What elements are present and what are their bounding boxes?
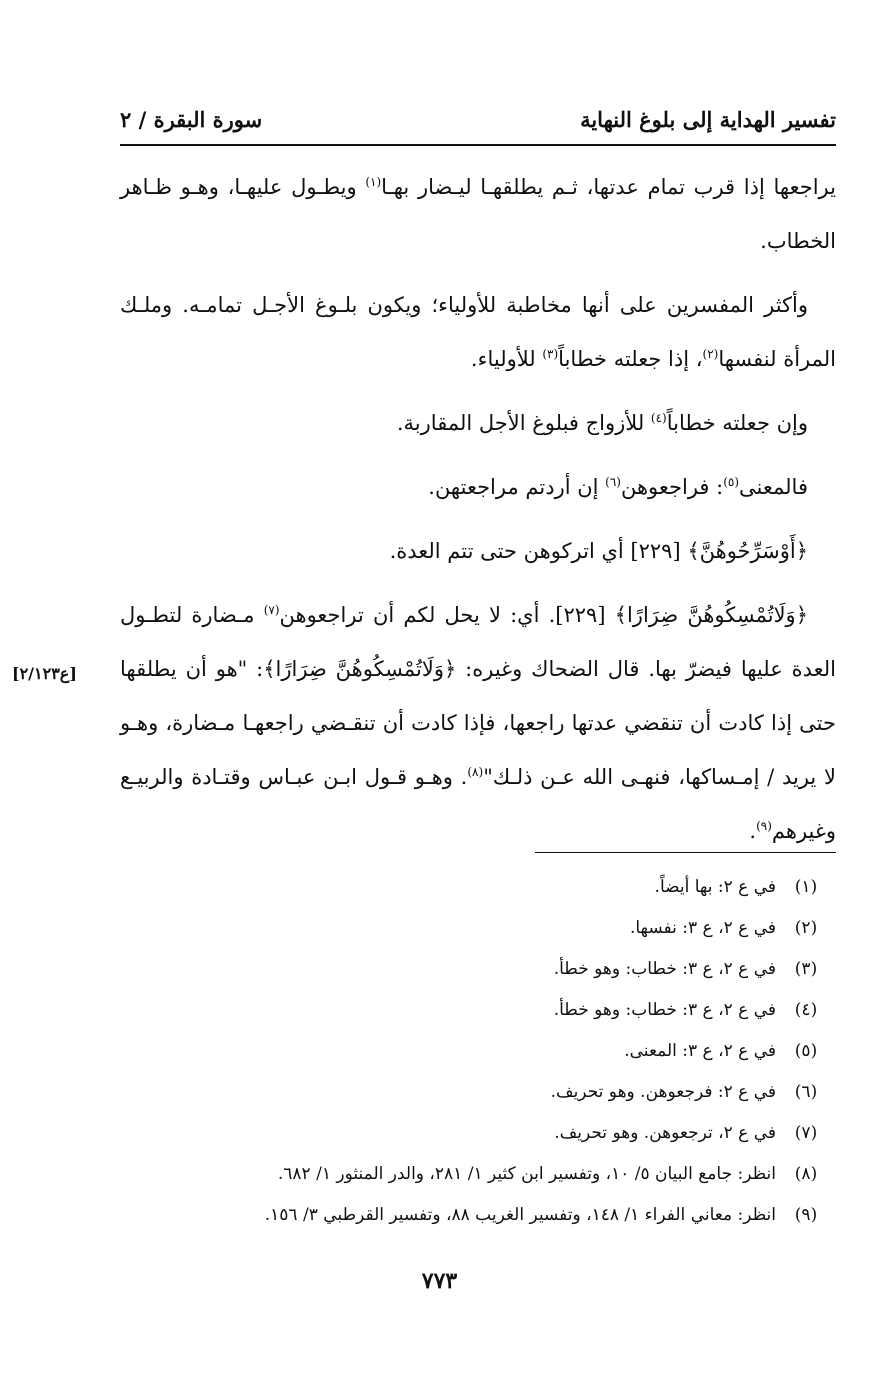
text-run: مـضارة لتطـول العدة عليها فيضرّ بها. قال الضحاك وغيره: ﴿وَلَاتُمْسِكُوهُنَّ ضِرَارًا﴾: "هو أن يطلقها حتى إذا كادت أن تنقضي عدتها راجعها، فإذا كادت أن تنقـضي راجعهـا مـضارة، وهـو لا يريد / إمـساكها، فنهـى الله عـن ذلـك": [120, 603, 836, 789]
footnote-ref-9[interactable]: (٩): [756, 819, 772, 833]
text-run: ﴿وَلَاتُمْسِكُوهُنَّ ضِرَارًا﴾ [٢٢٩]. أي: لا يحل لكم أن تراجعوهن: [279, 603, 808, 627]
footnote-ref-4[interactable]: (٤): [650, 411, 667, 425]
footnote-item: [120, 1118, 836, 1159]
footnote-text: في ع ٢، ع ٣: خطاب: وهو خطأ.: [553, 959, 776, 979]
footnote-ref-1[interactable]: (١): [365, 175, 382, 189]
footnote-number: (٧): [794, 1123, 818, 1143]
footnote-item: [120, 1077, 836, 1118]
text-run: للأزواج فبلوغ الأجل المقاربة.: [396, 411, 651, 435]
text-run: وإن جعلته خطاباً: [666, 411, 808, 435]
footnote-item: [120, 1200, 836, 1241]
text-run: فالمعنى: [739, 475, 808, 499]
footnote-number: (٩): [794, 1205, 818, 1225]
footnote-item: [120, 872, 836, 913]
text-run: إن أردتم مراجعتهن.: [428, 475, 606, 499]
footnote-text: في ع ٢، ع ٣: نفسها.: [629, 918, 776, 938]
header-rule: [120, 144, 836, 146]
footnote-text: في ع ٢: فرجعوهن. وهو تحريف.: [550, 1082, 776, 1102]
footnote-number: (٦): [794, 1082, 818, 1102]
footnote-ref-2[interactable]: (٢): [702, 347, 719, 361]
footnote-ref-5[interactable]: (٥): [723, 475, 740, 489]
footnotes: [120, 872, 836, 1241]
footnote-text: في ع ٢، ع ٣: خطاب: وهو خطأ.: [553, 1000, 776, 1020]
paragraph-5: [120, 524, 836, 578]
text-run: ، إذا جعلته خطاباً: [558, 347, 703, 371]
running-header: [120, 94, 836, 144]
page-number: ٧٧٣: [421, 1268, 458, 1294]
footnote-number: (٥): [794, 1041, 818, 1061]
paragraph-3: [120, 396, 836, 450]
text-run: . وهـو قـول ابـن عبـاس وقتـادة والربيـع وغيرهم: [120, 765, 836, 843]
paragraph-2: [120, 278, 836, 386]
footnote-text: في ع ٢، ترجعوهن. وهو تحريف.: [554, 1123, 776, 1143]
surah-label: سورة البقرة / ٢: [120, 106, 263, 132]
footnote-text: انظر: معاني الفراء ١/ ١٤٨، وتفسير الغريب ٨٨، وتفسير القرطبي ٣/ ١٥٦.: [264, 1205, 776, 1225]
paragraph-1: [120, 160, 836, 268]
footnote-separator: [535, 852, 836, 853]
text-run: وأكثر المفسرين على أنها مخاطبة للأولياء؛ ويكون بلـوغ الأجـل تمامـه. وملـك المرأة لنفسها: [120, 293, 836, 371]
manuscript-page-ref: [ع٢/١٢٣]: [12, 664, 77, 683]
footnote-number: (٤): [794, 1000, 818, 1020]
footnote-item: [120, 1159, 836, 1200]
book-title: تفسير الهداية إلى بلوغ النهاية: [580, 106, 836, 132]
footnote-item: [120, 1036, 836, 1077]
footnote-number: (٣): [794, 959, 818, 979]
footnote-number: (١): [794, 877, 818, 897]
footnote-number: (٢): [794, 918, 818, 938]
text-run: .: [749, 819, 757, 843]
paragraph-6: [120, 588, 836, 858]
footnote-item: [120, 995, 836, 1036]
footnote-number: (٨): [794, 1164, 818, 1184]
text-run: ويطـول عليهـا، وهـو ظـاهر الخطاب.: [120, 175, 836, 253]
footnote-ref-3[interactable]: (٣): [542, 347, 559, 361]
footnote-text: في ع ٢، ع ٣: المعنى.: [624, 1041, 776, 1061]
footnote-ref-7[interactable]: (٧): [263, 603, 280, 617]
footnote-item: [120, 954, 836, 995]
footnote-item: [120, 913, 836, 954]
paragraph-4: [120, 460, 836, 514]
text-run: : فراجعوهن: [620, 475, 724, 499]
text-run: للأولياء.: [470, 347, 543, 371]
footnote-ref-6[interactable]: (٦): [605, 475, 621, 489]
text-run: ﴿أَوْسَرِّحُوهُنَّ﴾ [٢٢٩] أي اتركوهن حتى تتم العدة.: [389, 539, 808, 563]
footnote-ref-8[interactable]: (٨): [467, 765, 484, 779]
main-text: [120, 160, 836, 868]
text-run: يراجعها إذا قرب تمام عدتها، ثـم يطلقهـا ليـضار بهـا: [381, 175, 836, 199]
footnote-text: انظر: جامع البيان ٥/ ١٠، وتفسير ابن كثير ١/ ٢٨١، والدر المنثور ١/ ٦٨٢.: [277, 1164, 776, 1184]
footnote-text: في ع ٢: بها أيضاً.: [654, 877, 776, 897]
